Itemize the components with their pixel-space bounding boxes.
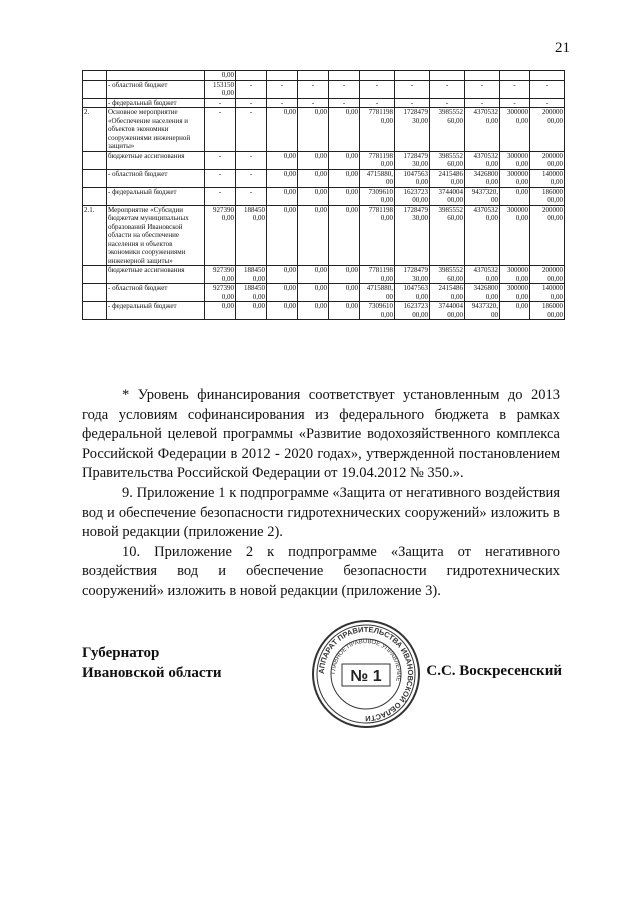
value-cell: - bbox=[236, 98, 267, 108]
row-number-cell bbox=[83, 284, 107, 302]
seal-inner-text: ГЛАВНОЕ ПРАВОВОЕ УПРАВЛЕНИЕ bbox=[330, 638, 402, 682]
row-number-cell bbox=[83, 151, 107, 169]
value-cell: 0,00 bbox=[298, 284, 329, 302]
value-cell: 9437320, 00 bbox=[465, 187, 500, 205]
value-cell: - bbox=[360, 98, 395, 108]
value-cell: 300000 0,00 bbox=[500, 205, 530, 266]
value-cell: 0,00 bbox=[267, 151, 298, 169]
value-cell: 200000 00,00 bbox=[530, 151, 565, 169]
row-name-cell: - областной бюджет bbox=[107, 284, 205, 302]
value-cell: 153150 0,00 bbox=[205, 80, 236, 98]
value-cell: 3985552 60,00 bbox=[430, 205, 465, 266]
table-row bbox=[83, 80, 565, 98]
value-cell: - bbox=[500, 98, 530, 108]
value-cell: - bbox=[267, 80, 298, 98]
value-cell: 1728479 30,00 bbox=[395, 266, 430, 284]
value-cell: - bbox=[500, 80, 530, 98]
value-cell: - bbox=[236, 169, 267, 187]
paragraph-item-9: 9. Приложение 1 к подпрограмме «Защита от негативного воздействия вод и обеспечение безопасности гидротехнических сооружений» изложить в новой редакции (приложение 2). bbox=[82, 484, 560, 541]
value-cell: 1047563 0,00 bbox=[395, 169, 430, 187]
row-name-cell: - областной бюджет bbox=[107, 80, 205, 98]
value-cell: 4715880, 00 bbox=[360, 169, 395, 187]
value-cell: 0,00 bbox=[298, 108, 329, 152]
value-cell: 140000 0,00 bbox=[530, 169, 565, 187]
value-cell: 200000 00,00 bbox=[530, 205, 565, 266]
value-cell: 927390 0,00 bbox=[205, 284, 236, 302]
official-seal-stamp bbox=[310, 618, 422, 730]
row-number-cell bbox=[83, 302, 107, 320]
row-name-cell: - областной бюджет bbox=[107, 169, 205, 187]
row-name-cell: - федеральный бюджет bbox=[107, 302, 205, 320]
value-cell: - bbox=[329, 80, 360, 98]
value-cell bbox=[298, 71, 329, 81]
signatory-title-line1: Губернатор bbox=[82, 645, 160, 661]
value-cell: 7781198 0,00 bbox=[360, 266, 395, 284]
row-name-cell: Основное мероприятие «Обеспечение населения и объектов экономики сооружениями инженерной защиты» bbox=[107, 108, 205, 152]
row-name-cell: Мероприятие «Субсидии бюджетам муниципальных образований Ивановской области на обеспечение населения и объектов экономики сооружениями инженерной защиты» bbox=[107, 205, 205, 266]
table-row bbox=[83, 302, 565, 320]
value-cell: 0,00 bbox=[500, 302, 530, 320]
table-row bbox=[83, 108, 565, 152]
value-cell bbox=[236, 71, 267, 81]
value-cell bbox=[530, 71, 565, 81]
table-row bbox=[83, 151, 565, 169]
value-cell: 0,00 bbox=[298, 266, 329, 284]
value-cell: 0,00 bbox=[236, 302, 267, 320]
value-cell: - bbox=[430, 80, 465, 98]
value-cell: 188450 0,00 bbox=[236, 266, 267, 284]
value-cell: 0,00 bbox=[267, 266, 298, 284]
value-cell bbox=[267, 71, 298, 81]
finance-table bbox=[82, 70, 565, 320]
value-cell: 927390 0,00 bbox=[205, 205, 236, 266]
value-cell: 0,00 bbox=[267, 284, 298, 302]
value-cell: - bbox=[530, 98, 565, 108]
row-name-cell: - федеральный бюджет bbox=[107, 98, 205, 108]
value-cell: 7309610 0,00 bbox=[360, 302, 395, 320]
value-cell: 4370532 0,00 bbox=[465, 151, 500, 169]
value-cell: - bbox=[395, 80, 430, 98]
value-cell: - bbox=[205, 151, 236, 169]
value-cell: - bbox=[530, 80, 565, 98]
value-cell: 0,00 bbox=[329, 266, 360, 284]
value-cell: 300000 0,00 bbox=[500, 108, 530, 152]
value-cell: 7781198 0,00 bbox=[360, 151, 395, 169]
value-cell: 7781198 0,00 bbox=[360, 205, 395, 266]
table-row bbox=[83, 98, 565, 108]
value-cell: 1728479 30,00 bbox=[395, 205, 430, 266]
value-cell: - bbox=[236, 187, 267, 205]
value-cell: 4370532 0,00 bbox=[465, 205, 500, 266]
row-name-cell: - федеральный бюджет bbox=[107, 187, 205, 205]
value-cell: - bbox=[236, 108, 267, 152]
value-cell: 0,00 bbox=[298, 187, 329, 205]
value-cell: - bbox=[329, 98, 360, 108]
value-cell: 186000 00,00 bbox=[530, 302, 565, 320]
value-cell: 300000 0,00 bbox=[500, 151, 530, 169]
value-cell: - bbox=[430, 98, 465, 108]
body-text bbox=[82, 386, 560, 602]
page-number: 21 bbox=[555, 40, 570, 56]
value-cell: 1728479 30,00 bbox=[395, 108, 430, 152]
value-cell: 4370532 0,00 bbox=[465, 266, 500, 284]
value-cell: 0,00 bbox=[329, 205, 360, 266]
value-cell: 300000 0,00 bbox=[500, 284, 530, 302]
row-number-cell: 2.1. bbox=[83, 205, 107, 266]
row-number-cell bbox=[83, 71, 107, 81]
value-cell: - bbox=[205, 187, 236, 205]
value-cell: 7309610 0,00 bbox=[360, 187, 395, 205]
value-cell: 1728479 30,00 bbox=[395, 151, 430, 169]
seal-number: № 1 bbox=[350, 668, 382, 685]
value-cell: 0,00 bbox=[267, 205, 298, 266]
value-cell: - bbox=[205, 98, 236, 108]
value-cell: - bbox=[465, 80, 500, 98]
value-cell bbox=[395, 71, 430, 81]
paragraph-footnote: * Уровень финансирования соответствует установленным до 2013 года условиям софинансирования из федерального бюджета в рамках федеральной целевой программы «Развитие водохозяйственного комплекса Российской Федерации в 2012 - 2020 годах», утвержденной постановлением Правительства Российской Федерации от 19.04.2012 № 350.». bbox=[82, 387, 560, 482]
value-cell: - bbox=[236, 80, 267, 98]
value-cell: 3985552 60,00 bbox=[430, 266, 465, 284]
value-cell bbox=[360, 71, 395, 81]
row-number-cell bbox=[83, 266, 107, 284]
value-cell: - bbox=[465, 98, 500, 108]
value-cell: 0,00 bbox=[205, 71, 236, 81]
value-cell: 0,00 bbox=[329, 108, 360, 152]
row-name-cell: бюджетные ассигнования bbox=[107, 151, 205, 169]
signatory-title-line2: Ивановской области bbox=[82, 665, 222, 681]
value-cell: 9437320, 00 bbox=[465, 302, 500, 320]
value-cell bbox=[465, 71, 500, 81]
value-cell: 4370532 0,00 bbox=[465, 108, 500, 152]
value-cell: 3426800 0,00 bbox=[465, 169, 500, 187]
value-cell: 186000 00,00 bbox=[530, 187, 565, 205]
value-cell: 0,00 bbox=[267, 169, 298, 187]
value-cell bbox=[329, 71, 360, 81]
value-cell: 0,00 bbox=[329, 151, 360, 169]
row-number-cell bbox=[83, 98, 107, 108]
value-cell: 200000 00,00 bbox=[530, 266, 565, 284]
value-cell bbox=[430, 71, 465, 81]
value-cell: 3985552 60,00 bbox=[430, 151, 465, 169]
row-number-cell bbox=[83, 187, 107, 205]
value-cell: 0,00 bbox=[329, 302, 360, 320]
table-row bbox=[83, 187, 565, 205]
seal-ring-text: АППАРАТ ПРАВИТЕЛЬСТВА ИВАНОВСКОЙ ОБЛАСТИ bbox=[316, 624, 416, 724]
value-cell: 927390 0,00 bbox=[205, 266, 236, 284]
value-cell: 0,00 bbox=[500, 187, 530, 205]
value-cell: 0,00 bbox=[298, 169, 329, 187]
value-cell: 140000 0,00 bbox=[530, 284, 565, 302]
value-cell: 3744004 00,00 bbox=[430, 302, 465, 320]
value-cell: 0,00 bbox=[267, 302, 298, 320]
value-cell: 7781198 0,00 bbox=[360, 108, 395, 152]
table-row bbox=[83, 71, 565, 81]
value-cell: 0,00 bbox=[329, 169, 360, 187]
value-cell: - bbox=[236, 151, 267, 169]
value-cell: 2415486 0,00 bbox=[430, 284, 465, 302]
value-cell: - bbox=[205, 169, 236, 187]
value-cell: 0,00 bbox=[298, 205, 329, 266]
paragraph-item-10: 10. Приложение 2 к подпрограмме «Защита от негативного воздействия вод и обеспечение безопасности гидротехнических сооружений» изложить в новой редакции (приложение 3). bbox=[82, 543, 560, 599]
value-cell: 300000 0,00 bbox=[500, 169, 530, 187]
signatory-title bbox=[82, 643, 222, 683]
value-cell: - bbox=[395, 98, 430, 108]
value-cell: 1047563 0,00 bbox=[395, 284, 430, 302]
row-number-cell bbox=[83, 80, 107, 98]
value-cell bbox=[500, 71, 530, 81]
value-cell: 0,00 bbox=[205, 302, 236, 320]
value-cell: 0,00 bbox=[298, 302, 329, 320]
value-cell: 1623723 00,00 bbox=[395, 302, 430, 320]
value-cell: 3426800 0,00 bbox=[465, 284, 500, 302]
value-cell: 2415486 0,00 bbox=[430, 169, 465, 187]
value-cell: 3744004 00,00 bbox=[430, 187, 465, 205]
table-row bbox=[83, 169, 565, 187]
table-row bbox=[83, 284, 565, 302]
value-cell: 188450 0,00 bbox=[236, 205, 267, 266]
value-cell: 4715880, 00 bbox=[360, 284, 395, 302]
finance-table-body bbox=[83, 71, 565, 320]
value-cell: 0,00 bbox=[267, 108, 298, 152]
value-cell: 0,00 bbox=[329, 187, 360, 205]
value-cell: - bbox=[267, 98, 298, 108]
value-cell: 1623723 00,00 bbox=[395, 187, 430, 205]
value-cell: 300000 0,00 bbox=[500, 266, 530, 284]
table-row bbox=[83, 205, 565, 266]
value-cell: - bbox=[298, 98, 329, 108]
value-cell: 0,00 bbox=[298, 151, 329, 169]
value-cell: 0,00 bbox=[329, 284, 360, 302]
signatory-name: С.С. Воскресенский bbox=[426, 663, 562, 679]
value-cell: 3985552 60,00 bbox=[430, 108, 465, 152]
value-cell: - bbox=[360, 80, 395, 98]
row-name-cell: бюджетные ассигнования bbox=[107, 266, 205, 284]
row-name-cell bbox=[107, 71, 205, 81]
value-cell: 0,00 bbox=[267, 187, 298, 205]
value-cell: 200000 00,00 bbox=[530, 108, 565, 152]
row-number-cell bbox=[83, 169, 107, 187]
value-cell: - bbox=[205, 108, 236, 152]
value-cell: - bbox=[298, 80, 329, 98]
value-cell: 188450 0,00 bbox=[236, 284, 267, 302]
row-number-cell: 2. bbox=[83, 108, 107, 152]
table-row bbox=[83, 266, 565, 284]
